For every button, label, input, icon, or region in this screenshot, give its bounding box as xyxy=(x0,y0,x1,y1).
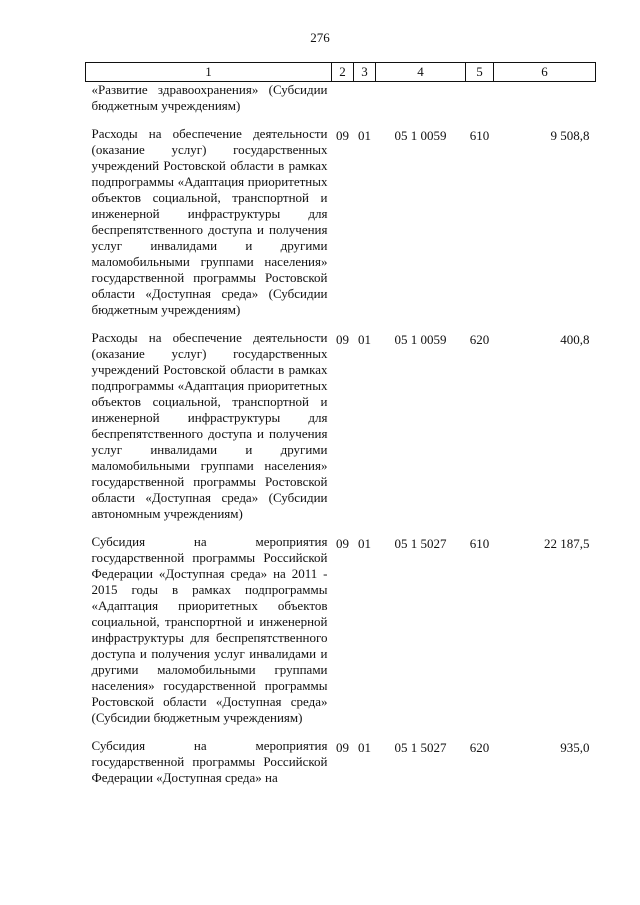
row-target-code: 05 1 5027 xyxy=(394,536,447,551)
table-row xyxy=(86,330,596,534)
page-number: 276 xyxy=(310,30,330,45)
budget-table xyxy=(85,62,596,786)
table-header-row xyxy=(86,63,596,82)
table-row xyxy=(86,738,596,786)
row-expense-type xyxy=(466,82,494,127)
row-section: 09 xyxy=(336,536,349,551)
header-col-5: 5 xyxy=(466,63,494,82)
row-target-code: 05 1 0059 xyxy=(394,332,447,347)
row-amount: 400,8 xyxy=(560,332,590,347)
row-description: «Развитие здравоохранения» (Субсидии бюджетным учреждениям) xyxy=(91,82,328,113)
row-target-code xyxy=(376,82,466,127)
row-description: Расходы на обеспечение деятельности (оказание услуг) государственных учреждений Ростовской области в рамках подпрограммы «Адаптация приоритетных объектов социальной, транспортной и инженерной инфраструктуры для беспрепятственного доступа и получения услуг инвалидами и другими маломобильными группами населения» государственной программы Ростовской области «Доступная среда» (Субсидии бюджетным учреждениям) xyxy=(91,126,328,317)
table-row xyxy=(86,534,596,738)
row-amount: 22 187,5 xyxy=(544,536,590,551)
row-expense-type: 610 xyxy=(469,128,490,143)
row-target-code: 05 1 0059 xyxy=(394,128,447,143)
row-expense-type: 620 xyxy=(469,332,490,347)
table-row xyxy=(86,126,596,330)
row-amount: 935,0 xyxy=(560,740,590,755)
header-col-6: 6 xyxy=(494,63,596,82)
row-target-code: 05 1 5027 xyxy=(394,740,447,755)
row-subsection: 01 xyxy=(358,332,371,347)
row-description: Расходы на обеспечение деятельности (оказание услуг) государственных учреждений Ростовской области в рамках подпрограммы «Адаптация приоритетных объектов социальной, транспортной и инженерной инфраструктуры для беспрепятственного доступа и получения услуг инвалидами и другими маломобильными группами населения» государственной программы Ростовской области «Доступная среда» (Субсидии автономным учреждениям) xyxy=(91,330,328,521)
row-subsection: 01 xyxy=(358,536,371,551)
header-col-3: 3 xyxy=(354,63,376,82)
row-subsection: 01 xyxy=(358,128,371,143)
table-row xyxy=(86,82,596,127)
header-col-1: 1 xyxy=(86,63,332,82)
row-description: Субсидия на мероприятия государственной программы Российской Федерации «Доступная среда» на 2011 - 2015 годы в рамках подпрограммы «Адаптация приоритетных объектов социальной, транспортной и инженерной инфраструктуры для беспрепятственного доступа и получения услуг инвалидами и другими маломобильными группами населения» государственной программы Ростовской области «Доступная среда» (Субсидии бюджетным учреждениям) xyxy=(91,534,328,725)
header-col-4: 4 xyxy=(376,63,466,82)
row-amount: 9 508,8 xyxy=(550,128,590,143)
row-section: 09 xyxy=(336,128,349,143)
row-section: 09 xyxy=(336,740,349,755)
row-expense-type: 620 xyxy=(469,740,490,755)
row-section: 09 xyxy=(336,332,349,347)
row-section xyxy=(332,82,354,127)
row-description: Субсидия на мероприятия государственной программы Российской Федерации «Доступная среда» на xyxy=(91,738,328,785)
row-subsection: 01 xyxy=(358,740,371,755)
header-col-2: 2 xyxy=(332,63,354,82)
row-expense-type: 610 xyxy=(469,536,490,551)
row-subsection xyxy=(354,82,376,127)
row-amount xyxy=(494,82,596,127)
